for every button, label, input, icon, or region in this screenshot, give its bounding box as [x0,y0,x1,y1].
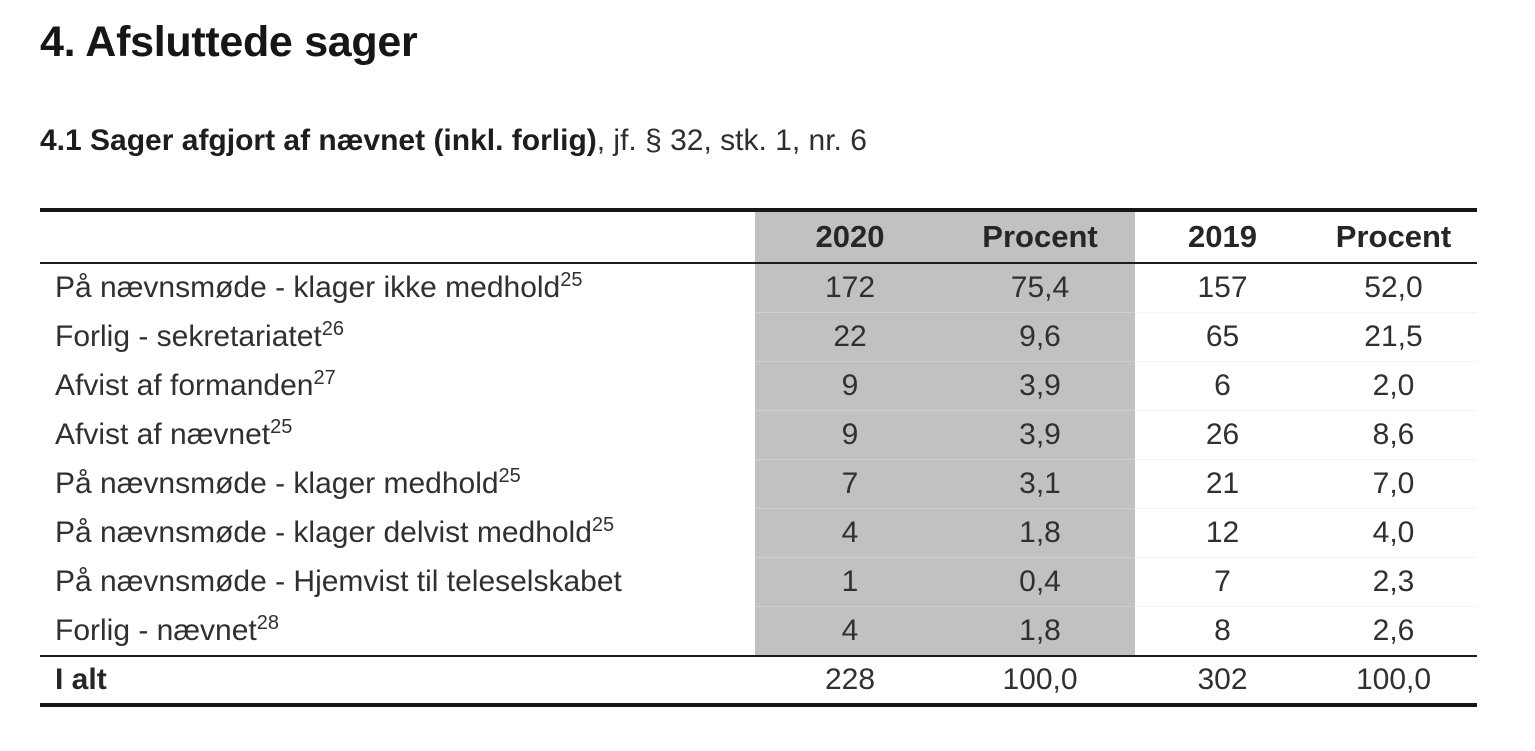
cell-2020: 7 [755,460,945,509]
table-row [40,411,1477,460]
footnote-ref: 27 [313,367,336,389]
subtitle-reference-text: , jf. § 32, stk. 1, nr. 6 [596,124,867,157]
cell-procent-2020: 3,9 [945,411,1135,460]
cell-procent-2020: 1,8 [945,607,1135,657]
row-label: På nævnsmøde - klager delvist medhold [55,516,592,549]
page-title: 4. Afsluttede sager [40,18,418,66]
total-procent-2020: 100,0 [945,656,1135,705]
cell-procent-2019: 2,0 [1310,362,1477,411]
cell-2020: 9 [755,411,945,460]
total-label: I alt [40,656,755,705]
row-label: På nævnsmøde - klager medhold [55,467,499,500]
cell-procent-2019: 4,0 [1310,509,1477,558]
cell-procent-2019: 7,0 [1310,460,1477,509]
cell-procent-2019: 21,5 [1310,313,1477,362]
cell-procent-2019: 2,3 [1310,558,1477,607]
row-label: På nævnsmøde - klager ikke medhold [55,271,561,305]
footnote-ref: 25 [270,416,293,438]
footnote-ref: 26 [321,318,344,340]
table-row [40,313,1477,362]
header-procent-2019: Procent [1310,210,1477,263]
total-2019: 302 [1135,656,1310,705]
total-2020: 228 [755,656,945,705]
cell-2019: 12 [1135,509,1310,558]
cell-2020: 22 [755,313,945,362]
cell-2020: 1 [755,558,945,607]
cell-procent-2020: 0,4 [945,558,1135,607]
row-label: Afvist af formanden [55,369,314,402]
cell-2020: 9 [755,362,945,411]
cell-procent-2020: 3,9 [945,362,1135,411]
table-row [40,263,1477,313]
row-label: Forlig - nævnet [55,613,257,647]
header-procent-2020: Procent [945,210,1135,263]
table-header-row [40,210,1477,263]
table-row [40,558,1477,607]
cell-2019: 8 [1135,607,1310,657]
header-2019: 2019 [1135,210,1310,263]
header-empty [40,210,755,263]
row-label: På nævnsmøde - Hjemvist til teleselskabet [55,565,622,598]
subtitle-bold-text: 4.1 Sager afgjort af nævnet (inkl. forlig) [40,124,597,157]
footnote-ref: 28 [256,611,279,634]
table-row [40,607,1477,657]
footnote-ref: 25 [560,269,583,292]
cell-2020: 4 [755,607,945,657]
cell-procent-2019: 52,0 [1364,271,1423,304]
cell-2020: 4 [755,509,945,558]
cell-2019: 21 [1135,460,1310,509]
table-row [40,460,1477,509]
cell-procent-2020: 75,4 [945,263,1135,313]
cell-procent-2019: 2,6 [1310,607,1477,657]
cell-2019: 7 [1135,558,1310,607]
table-row [40,509,1477,558]
section-subtitle [40,124,1535,158]
cell-procent-2019: 8,6 [1310,411,1477,460]
footnote-ref: 25 [591,514,615,536]
cell-procent-2020: 3,1 [945,460,1135,509]
cell-2020: 172 [755,263,945,313]
cases-table [40,208,1477,707]
cell-2019: 157 [1197,271,1248,304]
cell-procent-2020: 1,8 [945,509,1135,558]
table-row [40,362,1477,411]
cell-2019: 26 [1135,411,1310,460]
cell-procent-2020: 9,6 [945,313,1135,362]
table-total-row [40,656,1477,705]
header-2020: 2020 [755,210,945,263]
cell-2019: 6 [1135,362,1310,411]
row-label: Afvist af nævnet [55,418,271,451]
row-label: Forlig - sekretariatet [55,320,322,353]
total-procent-2019: 100,0 [1310,656,1477,705]
footnote-ref: 25 [498,465,521,487]
cell-2019: 65 [1135,313,1310,362]
